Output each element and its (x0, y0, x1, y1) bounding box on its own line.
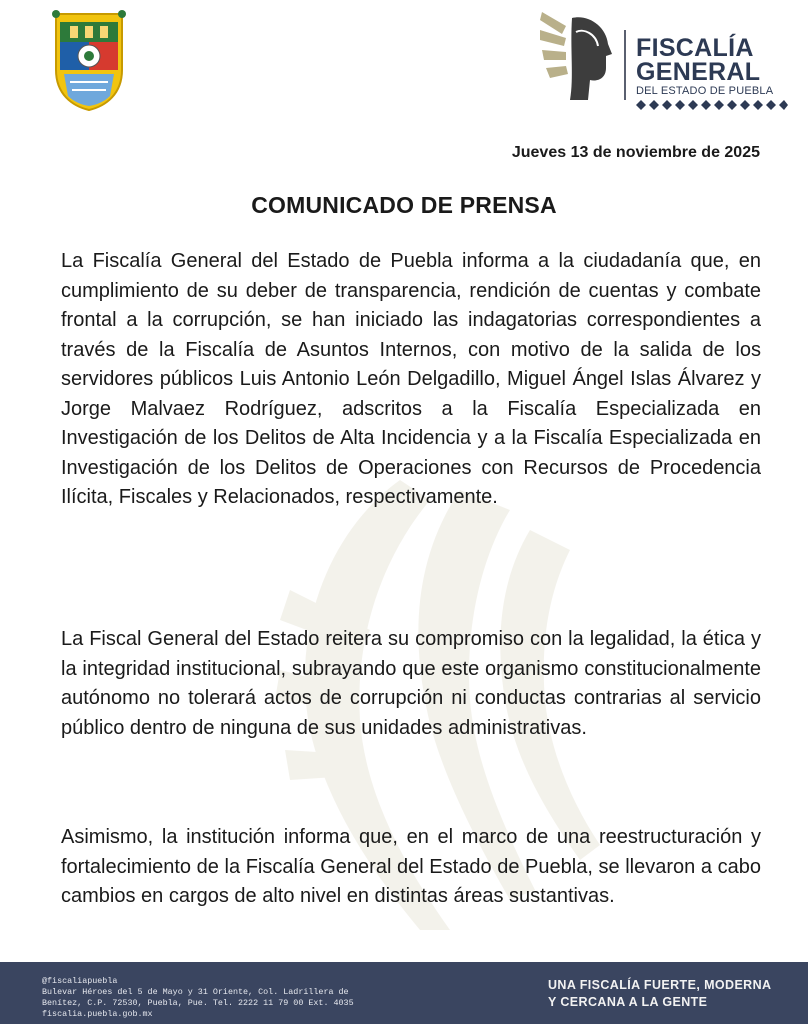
social-handle: @fiscaliapuebla (42, 976, 118, 986)
footer-slogan (548, 977, 771, 1011)
footer-contact (42, 976, 354, 1020)
paragraph-3: Asimismo, la institución informa que, en el marco de una reestructuración y fortalecimiento de la Fiscalía General del Estado de Puebla, se llevaron a cabo cambios en cargos de alto nivel en distintas áreas sustantivas. (61, 826, 761, 907)
logo-pattern-ornament (636, 100, 788, 110)
address-line-2: Benítez, C.P. 72530, Puebla, Pue. Tel. 2222 11 79 00 Ext. 4035 (42, 998, 354, 1008)
logo-divider (624, 30, 626, 100)
paragraph-2: La Fiscal General del Estado reitera su compromiso con la legalidad, la ética y la integridad institucional, subrayando que este organismo constitucionalmente autónomo no tolerará actos de corrupción ni conductas contrarias al servicio público dentro de ninguna de sus unidades administrativas. (61, 628, 761, 739)
document-title: COMUNICADO DE PRENSA (251, 192, 557, 218)
paragraph-1: La Fiscalía General del Estado de Puebla informa a la ciudadanía que, en cumplimiento de su deber de transparencia, rendición de cuentas y combate frontal a la corrupción, se han iniciado las indagatorias correspondientes a través de la Fiscalía de Asuntos Internos, con motivo de la salida de los servidores públicos Luis Antonio León Delgadillo, Miguel Ángel Islas Álvarez y Jorge Malvaez Rodríguez, adscritos a la Fiscalía Especializada en Investigación de los Delitos de Alta Incidencia y a la Fiscalía Especializada en Investigación de los Delitos de Operaciones con Recursos de Procedencia Ilícita, Fiscales y Relacionados, respectivamente. (61, 250, 761, 508)
logo-subtitle: DEL ESTADO DE PUEBLA (636, 85, 774, 97)
slogan-line-1: UNA FISCALÍA FUERTE, MODERNA (548, 978, 772, 992)
release-date: Jueves 13 de noviembre de 2025 (511, 144, 760, 161)
puebla-state-seal (50, 8, 128, 112)
logo-title-fiscalia: FISCALÍA (636, 34, 754, 62)
slogan-line-2: Y CERCANA A LA GENTE (548, 995, 708, 1009)
website-link: fiscalia.puebla.gob.mx (42, 1009, 153, 1019)
fiscalia-logo (536, 8, 796, 108)
footer-bar (0, 962, 808, 1024)
fiscalia-head-emblem (536, 8, 616, 104)
logo-title-general: GENERAL (636, 58, 761, 86)
address-line-1: Bulevar Héroes del 5 de Mayo y 31 Oriente, Col. Ladrillera de (42, 987, 349, 997)
